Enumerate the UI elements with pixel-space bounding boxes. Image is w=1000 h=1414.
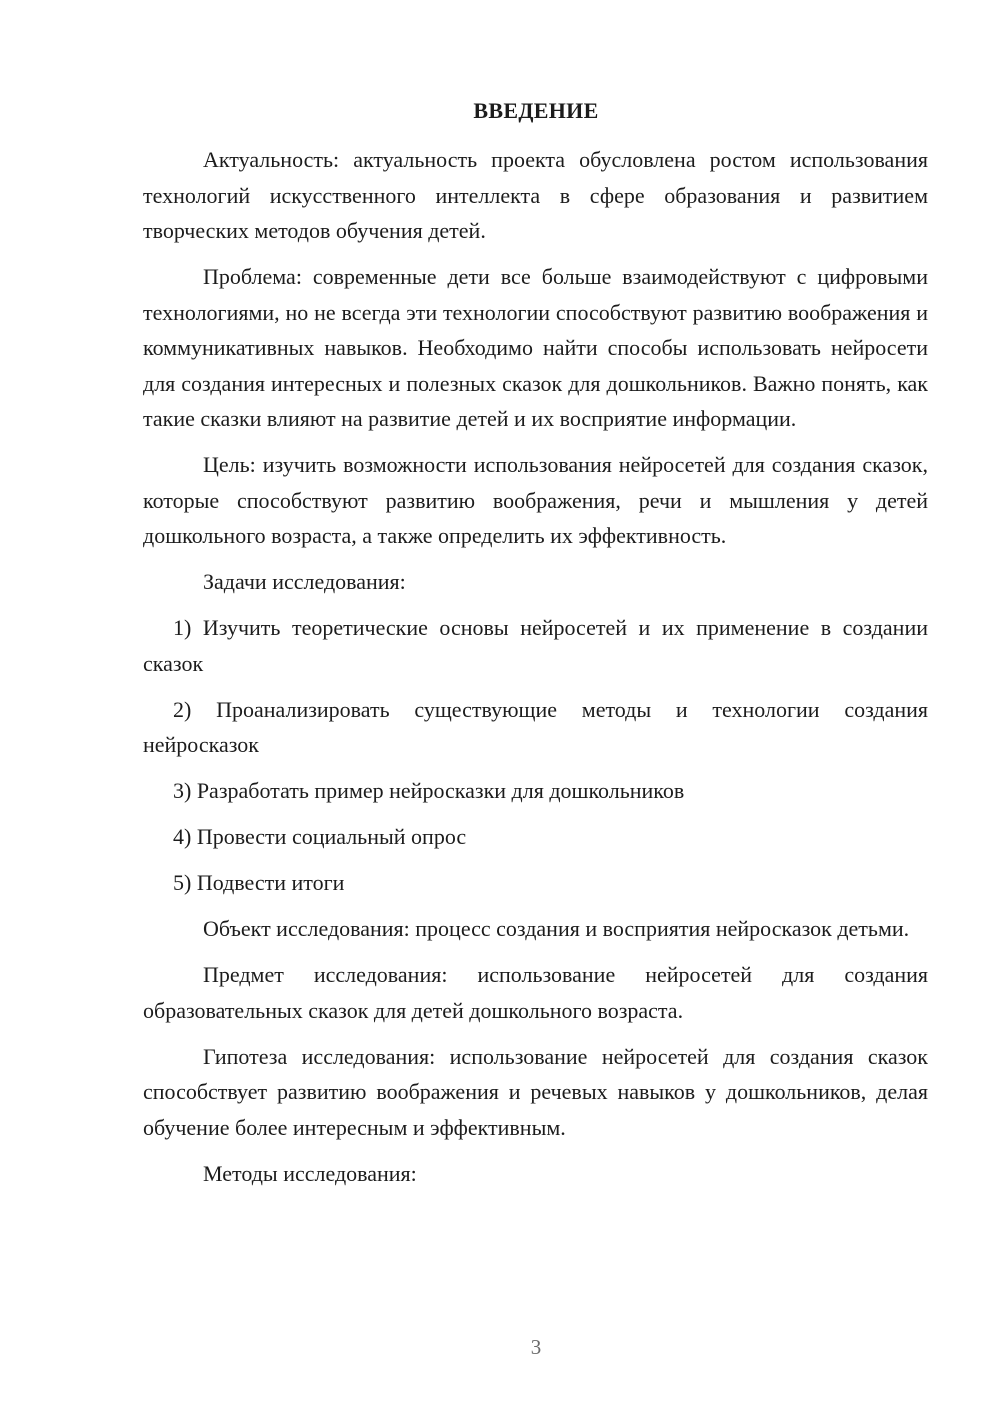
page-number: 3 [530,1335,542,1359]
paragraph-problem: Проблема: современные дети все больше взаимодействуют с цифровыми технологиями, но не всегда эти технологии способствуют развитию воображения и коммуникативных навыков. Необходимо найти способы использовать нейросети для создания интересных и полезных сказок для дошкольников. Важно понять, как такие сказки влияют на развитие детей и их восприятие информации. [143,264,928,431]
paragraph-hypothesis: Гипотеза исследования: использование нейросетей для создания сказок способствует развитию воображения и речевых навыков у дошкольников, делая обучение более интересным и эффективным. [143,1043,928,1140]
list-item-task-5: 5) Подвести итоги [173,870,345,895]
list-item-task-4: 4) Провести социальный опрос [173,824,467,849]
list-item-task-3: 3) Разработать пример нейросказки для дошкольников [173,778,685,803]
paragraph-tasks-heading: Задачи исследования: [203,569,406,594]
list-item-task-2: 2) Проанализировать существующие методы и технологии создания нейросказок [143,696,928,757]
paragraph-methods: Методы исследования: [203,1160,417,1186]
list-item-task-1: 1) Изучить теоретические основы нейросетей и их применение в создании сказок [143,615,928,676]
paragraph-object: Объект исследования: процесс создания и восприятия нейросказок детьми. [203,916,910,941]
page-title: ВВЕДЕНИЕ [473,98,599,123]
paragraph-subject: Предмет исследования: использование нейросетей для создания образовательных сказок для детей дошкольного возраста. [143,962,928,1023]
document-body [143,142,928,1202]
paragraph-goal: Цель: изучить возможности использования нейросетей для создания сказок, которые способствуют развитию воображения, речи и мышления у детей дошкольного возраста, а также определить их эффективность. [143,452,928,548]
paragraph-relevance: Актуальность: актуальность проекта обусловлена ростом использования технологий искусственного интеллекта в сфере образования и развитием творческих методов обучения детей. [143,147,928,243]
